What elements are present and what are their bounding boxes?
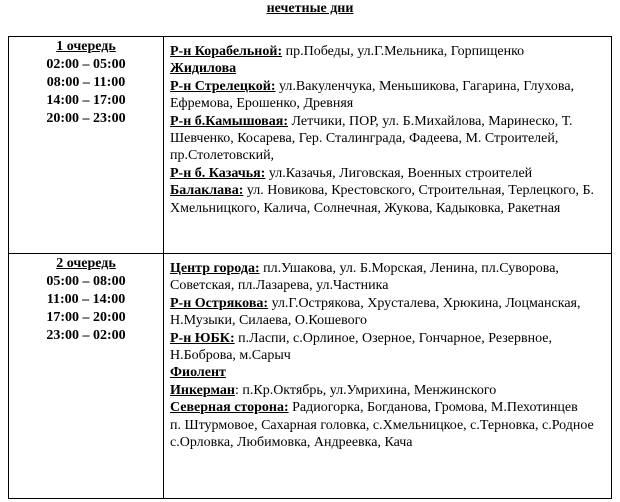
areas-cell (164, 254, 612, 499)
area-name: Инкерман (170, 382, 235, 398)
area-streets: пр.Победы, ул.Г.Мельника, Горпищенко (282, 44, 525, 59)
area-streets: с.Орловка, Любимовка, Андреевка, Кача (170, 435, 413, 451)
area-entry (170, 260, 605, 295)
table-row (9, 254, 612, 499)
time-slot: 17:00 – 20:00 (46, 310, 126, 325)
time-slot: 20:00 – 23:00 (46, 111, 126, 126)
area-name: Р-н б. Казачья: (170, 165, 266, 181)
area-entry (170, 295, 605, 330)
time-slot: 11:00 – 14:00 (46, 292, 126, 307)
area-name: Р-н Корабельной: (170, 44, 283, 59)
area-entry (170, 364, 605, 381)
area-name: Жидилова (170, 61, 237, 77)
schedule-table (8, 36, 612, 499)
queue-title: 2 очередь (56, 256, 116, 271)
table-row (9, 37, 612, 254)
area-entry (170, 382, 605, 399)
area-name: Балаклава: (170, 183, 244, 199)
area-entry (170, 182, 605, 217)
queue-cell (9, 37, 164, 254)
area-entry (170, 43, 605, 60)
area-name: Р-н Остряковa: (170, 295, 269, 311)
area-entry (170, 113, 605, 165)
area-streets: Радиогорка, Богданова, Громова, М.Пехотинцев (288, 400, 578, 416)
area-streets: пл.Ушакова, ул. Б.Морская, Ленина, пл.Суворова, Советская, пл.Лазарева, ул.Частника (170, 261, 559, 294)
area-entry (170, 417, 605, 434)
time-slot: 08:00 – 11:00 (46, 75, 126, 90)
area-streets: ул.Г.Острякова, Хрусталева, Хрюкина, Лоцманская, Н.Музыки, Силаева, О.Кошевого (170, 295, 581, 329)
area-entry (170, 78, 605, 113)
time-slot: 02:00 – 05:00 (46, 57, 126, 72)
area-streets: п.Ласпи, с.Орлиное, Озерное, Гончарное, Резервное, Н.Боброва, м.Сарыч (170, 330, 552, 364)
area-streets: п. Штурмовое, Сахарная головка, с.Хмельницкое, с.Терновка, с.Родное (170, 417, 594, 433)
area-name: Фиолент (170, 365, 226, 381)
area-entry (170, 434, 605, 451)
area-entry (170, 165, 605, 182)
area-entry (170, 330, 605, 365)
time-slot: 23:00 – 02:00 (46, 328, 126, 343)
area-entry (170, 60, 605, 77)
area-streets: : п.Кр.Октябрь, ул.Умрихина, Менжинского (234, 382, 497, 398)
area-name: Центр города: (170, 261, 260, 276)
queue-cell (9, 254, 164, 499)
area-entry (170, 399, 605, 416)
areas-cell (164, 37, 612, 254)
area-streets: ул.Казачья, Лиговская, Военных строителей (265, 165, 533, 181)
area-streets: ул. Новикова, Крестовского, Строительная, Терлецкого, Б. Хмельницкого, Калича, Солнечная, Жукова, Кадыковка, Ракетная (170, 183, 595, 216)
time-slot: 05:00 – 08:00 (46, 274, 126, 289)
page-title: нечетные дни (266, 1, 354, 16)
area-streets: Летчики, ПОР, ул. Б.Михайлова, Маринеско, Т. Шевченко, Косарева, Гер. Сталинграда, Фадеева, М. Строителей, пр.Столетовский, (170, 113, 573, 164)
area-name: Р-н б.Камышовая: (170, 113, 288, 129)
area-name: Р-н ЮБК: (170, 330, 235, 346)
area-name: Р-н Стрелецкой: (170, 78, 276, 94)
time-slot: 14:00 – 17:00 (46, 93, 126, 108)
queue-title: 1 очередь (56, 39, 116, 54)
area-streets: ул.Вакуленчука, Меньшикова, Гагарина, Глухова, Ефремова, Ерошенко, Древняя (170, 78, 575, 112)
area-name: Северная сторона: (170, 400, 289, 416)
